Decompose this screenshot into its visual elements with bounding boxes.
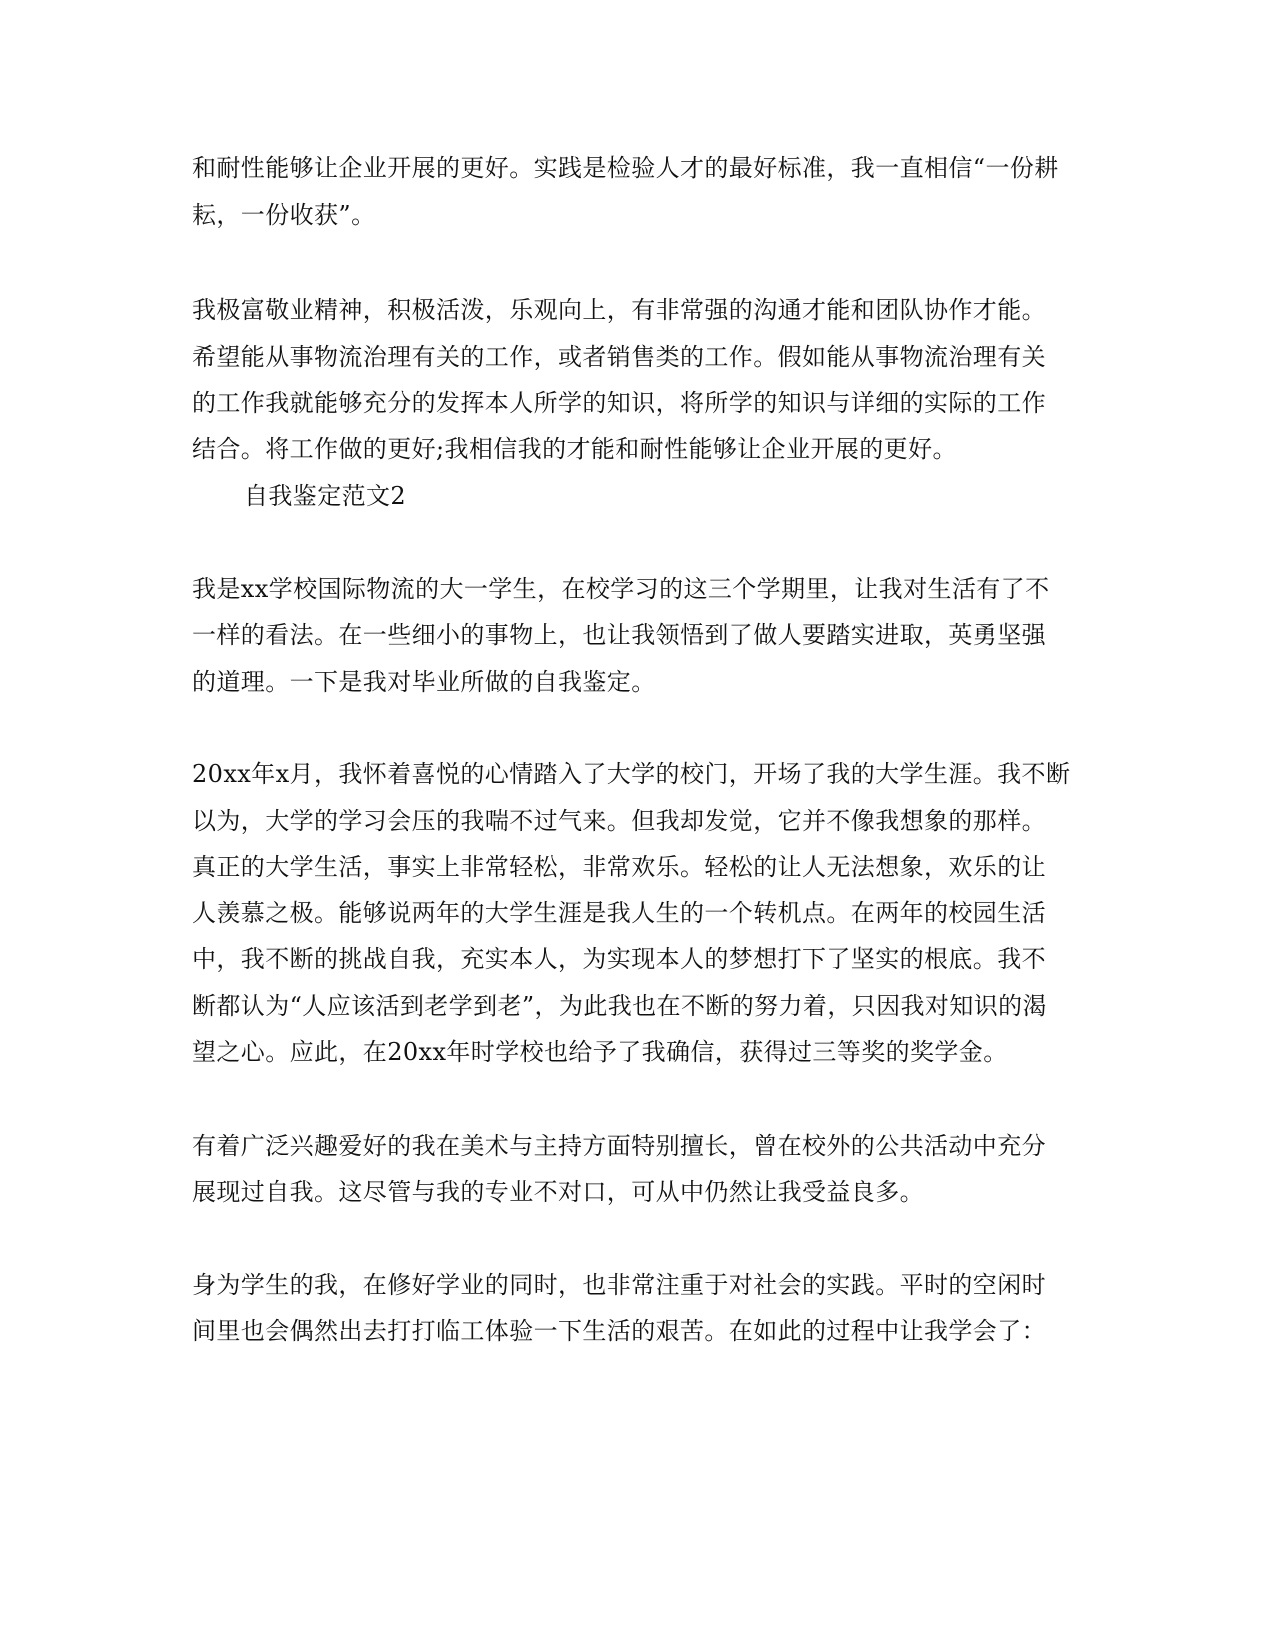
paragraph-4-line-6: 断都认为“人应该活到老学到老”，为此我也在不断的努力着，只因我对知识的渴: [192, 992, 1047, 1020]
paragraph-2-line-2: 希望能从事物流治理有关的工作，或者销售类的工作。假如能从事物流治理有关: [192, 343, 1046, 371]
paragraph-6-line-2: 间里也会偶然出去打打临工体验一下生活的艰苦。在如此的过程中让我学会了：: [192, 1317, 1046, 1345]
paragraph-4-line-5: 中，我不断的挑战自我，充实本人，为实现本人的梦想打下了坚实的根底。我不: [192, 945, 1046, 973]
paragraph-1-line-2: 耘，一份收获”。: [192, 201, 376, 229]
paragraph-4-line-1: 20xx年x月，我怀着喜悦的心情踏入了大学的校门，开场了我的大学生涯。我不断: [192, 760, 1071, 788]
paragraph-4-line-2: 以为，大学的学习会压的我喘不过气来。但我却发觉，它并不像我想象的那样。: [192, 807, 1046, 835]
paragraph-2-line-4: 结合。将工作做的更好;我相信我的才能和耐性能够让企业开展的更好。: [192, 435, 957, 463]
paragraph-3-line-3: 的道理。一下是我对毕业所做的自我鉴定。: [192, 668, 656, 696]
paragraph-4-line-4: 人羡慕之极。能够说两年的大学生涯是我人生的一个转机点。在两年的校园生活: [192, 899, 1046, 927]
paragraph-1-line-1: 和耐性能够让企业开展的更好。实践是检验人才的最好标准，我一直相信“一份耕: [192, 154, 1059, 182]
paragraph-2-line-1: 我极富敬业精神，积极活泼，乐观向上，有非常强的沟通才能和团队协作才能。: [192, 296, 1046, 324]
paragraph-4-line-3: 真正的大学生活，事实上非常轻松，非常欢乐。轻松的让人无法想象，欢乐的让: [192, 853, 1046, 881]
paragraph-3-line-1: 我是xx学校国际物流的大一学生，在校学习的这三个学期里，让我对生活有了不: [192, 575, 1050, 603]
paragraph-5-line-1: 有着广泛兴趣爱好的我在美术与主持方面特别擅长，曾在校外的公共活动中充分: [192, 1132, 1046, 1160]
section-heading: 自我鉴定范文2: [244, 482, 407, 510]
paragraph-2-line-3: 的工作我就能够充分的发挥本人所学的知识，将所学的知识与详细的实际的工作: [192, 389, 1046, 417]
paragraph-3-line-2: 一样的看法。在一些细小的事物上，也让我领悟到了做人要踏实进取，英勇坚强: [192, 621, 1046, 649]
paragraph-6-line-1: 身为学生的我，在修好学业的同时，也非常注重于对社会的实践。平时的空闲时: [192, 1271, 1046, 1299]
paragraph-5-line-2: 展现过自我。这尽管与我的专业不对口，可从中仍然让我受益良多。: [192, 1178, 924, 1206]
paragraph-4-line-7: 望之心。应此，在20xx年时学校也给予了我确信，获得过三等奖的奖学金。: [192, 1038, 1008, 1066]
